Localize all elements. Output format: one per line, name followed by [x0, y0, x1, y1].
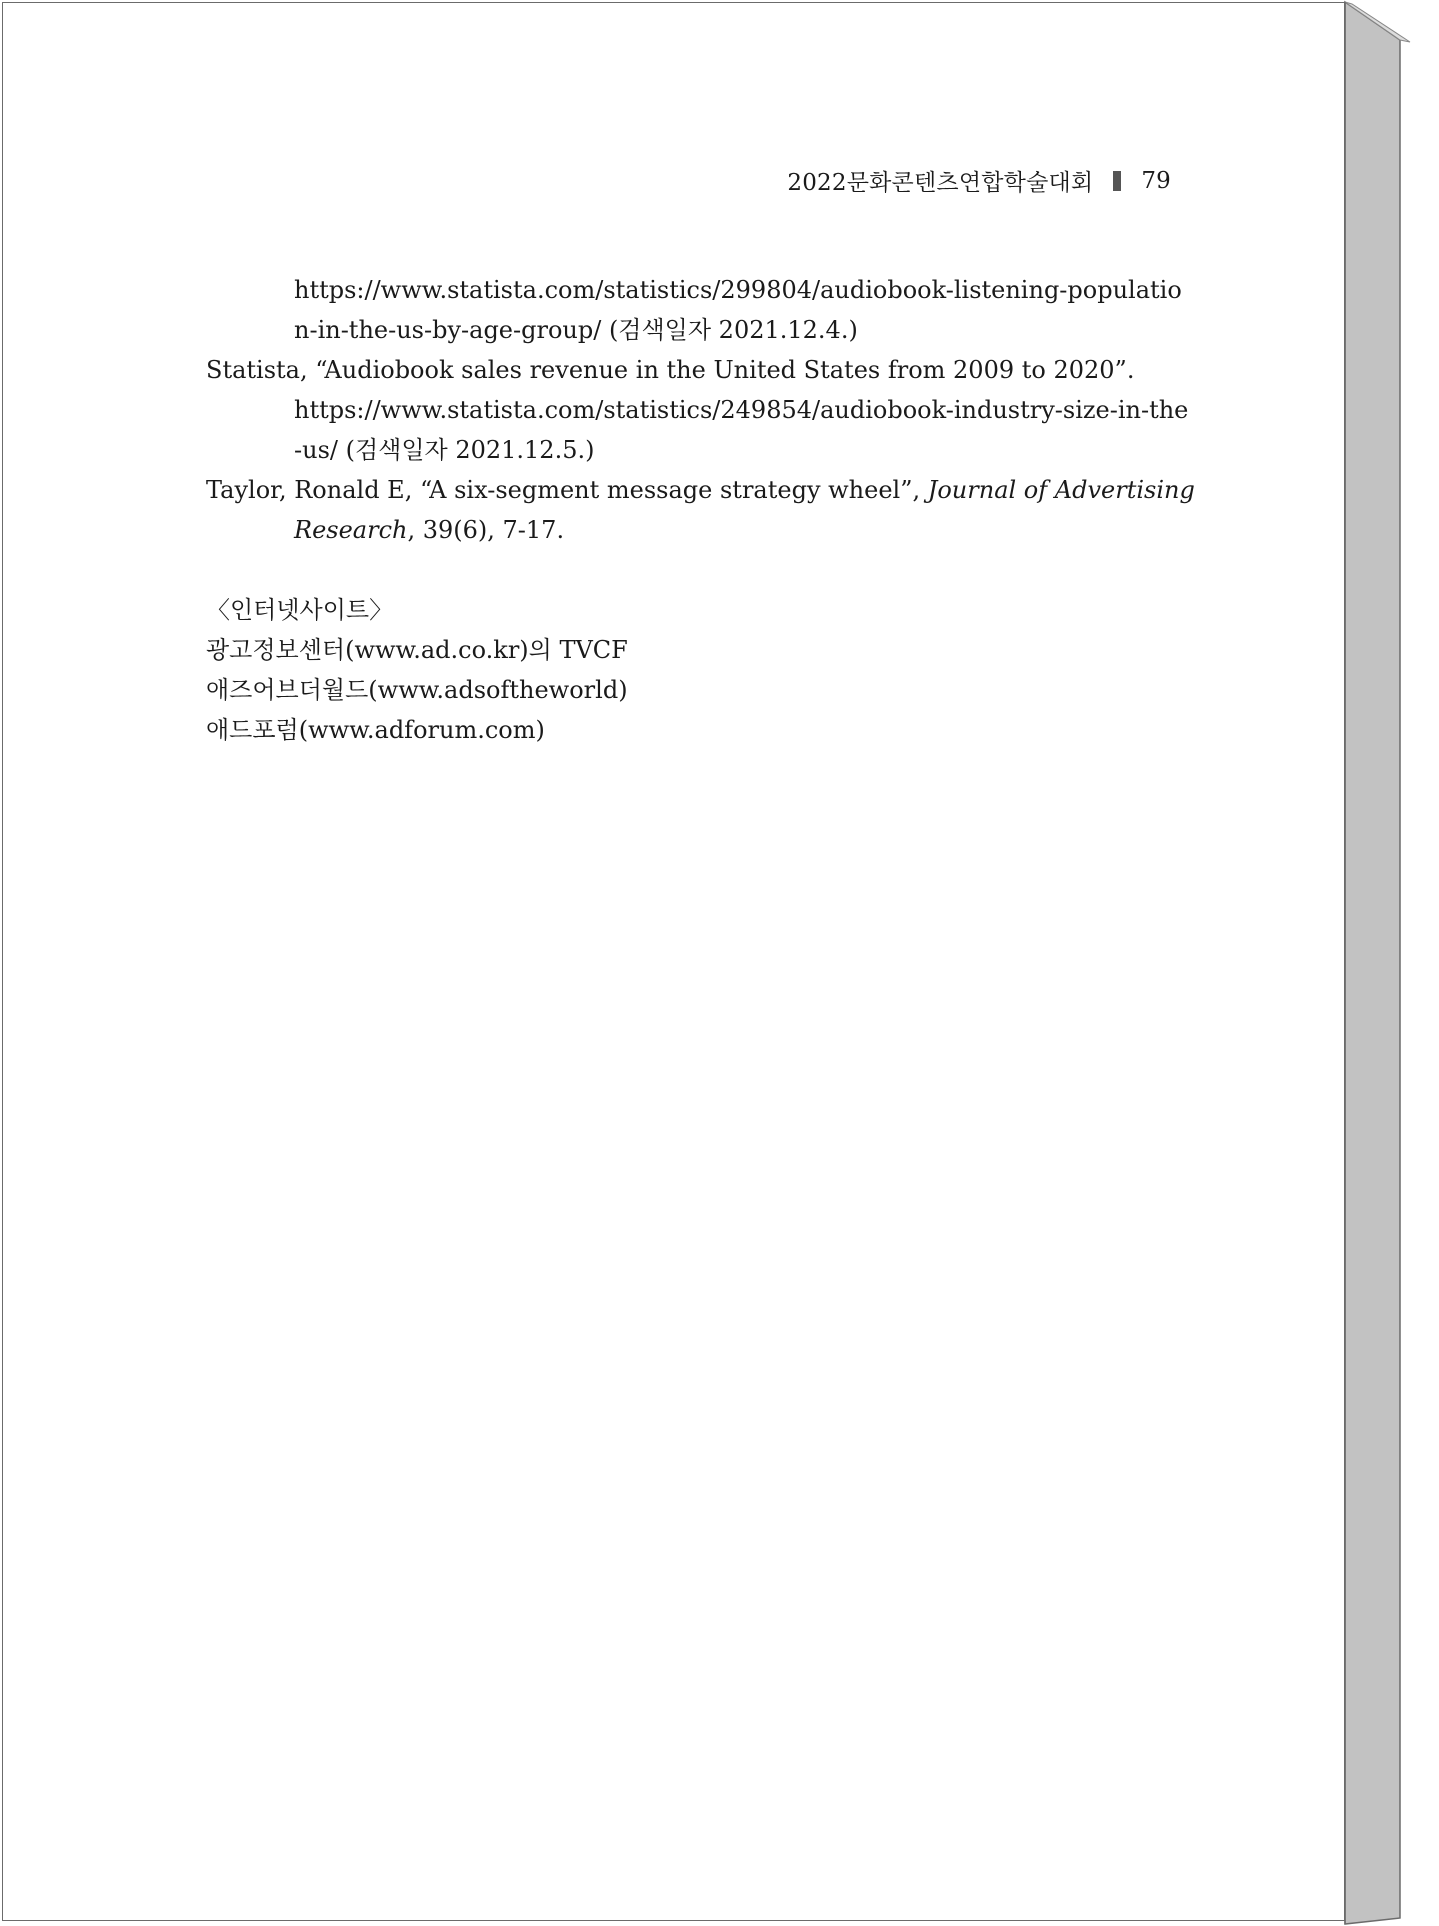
- reference-line: [206, 470, 1195, 510]
- page-number: 79: [1141, 167, 1171, 194]
- taylor-suffix: , 39(6), 7-17.: [407, 516, 565, 544]
- site-item: 광고정보센터(www.ad.co.kr)의 TVCF: [206, 636, 628, 664]
- reference-line: https://www.statista.com/statistics/299804/audiobook-listening-populatio: [294, 276, 1182, 304]
- conference-title: 2022문화콘텐츠연합학술대회: [787, 170, 1094, 196]
- internet-sites-section: [206, 590, 1172, 750]
- journal-title-cont: Research: [294, 516, 408, 544]
- reference-line: https://www.statista.com/statistics/249854/audiobook-industry-size-in-the: [294, 396, 1189, 424]
- reference-statista-age-cont: [206, 270, 1182, 350]
- reference-line: -us/ (검색일자 2021.12.5.): [294, 436, 595, 464]
- journal-title: Journal of Advertising: [927, 476, 1195, 504]
- reference-statista-sales: [206, 350, 1172, 390]
- site-item: 애드포럼(www.adforum.com): [206, 716, 545, 744]
- site-item: 애즈어브더월드(www.adsoftheworld): [206, 676, 628, 704]
- reference-taylor: [206, 470, 1195, 550]
- reference-line: n-in-the-us-by-age-group/ (검색일자 2021.12.4.): [294, 316, 858, 344]
- header-separator: [1113, 171, 1121, 191]
- taylor-prefix: Taylor, Ronald E, “A six-segment message strategy wheel”,: [206, 476, 928, 504]
- section-heading: 〈인터넷사이트〉: [206, 596, 394, 624]
- references-content: [206, 270, 1195, 750]
- reference-line: [206, 510, 1172, 550]
- reference-statista-sales-cont: [206, 390, 1189, 470]
- reference-line: Statista, “Audiobook sales revenue in the United States from 2009 to 2020”.: [206, 356, 1135, 384]
- running-header: [787, 164, 1171, 197]
